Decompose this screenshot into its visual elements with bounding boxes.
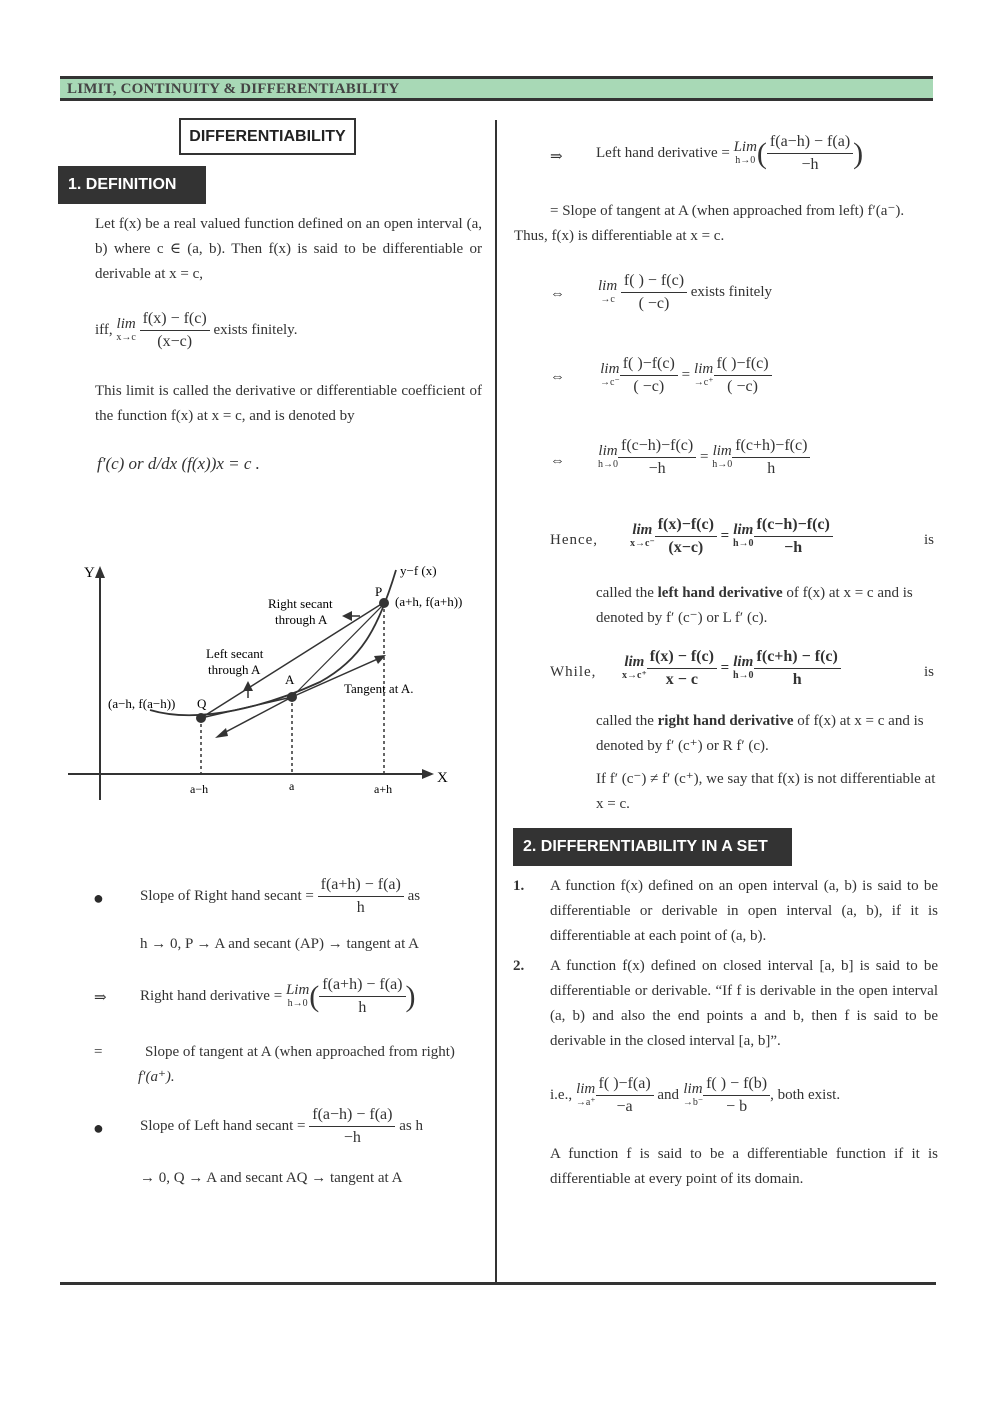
iff-symbol: ⇔ <box>550 369 565 385</box>
iff-limit-exists: lim →c $\frac{f( ) - f(c)}{( -c)}$ exists finitely <box>598 272 773 312</box>
tick-a-minus-h: a−h <box>190 782 209 796</box>
iff-suffix: exists finitely. <box>213 321 298 338</box>
implies-symbol: ⇒ <box>550 149 563 165</box>
difference-quotient: $\frac{f(x) - f(c)}{(x-c)}$ <box>140 308 210 353</box>
point-p-label: P <box>375 584 383 599</box>
derivative-notation: f′(c) or d/dx (f(x))x = c . <box>97 454 260 473</box>
x-axis-label: X <box>437 770 448 786</box>
iff-symbol: ⇔ <box>550 286 565 302</box>
left-secant-fraction: $\frac{f(a-h) - f(a)}{-h}$ <box>309 1104 395 1149</box>
chapter-header-bar <box>60 76 933 101</box>
bullet-marker: ● <box>93 888 104 908</box>
while-label: While, <box>550 664 597 680</box>
differentiable-function-definition: A function f is said to be a differentiable function if it is differentiable at every point of its domain. <box>550 1146 938 1187</box>
point-p <box>379 598 389 608</box>
point-q <box>196 713 206 723</box>
tangent-slope-left: = Slope of tangent at A (when approached from left) f′(a⁻). <box>550 203 905 219</box>
secant-tangent-graph <box>60 560 480 805</box>
rhd-fraction: $\frac{f(a+h) - f(a)}{h}$ <box>319 974 405 1019</box>
iff-one-sided-limits: lim →c⁻ $\frac{f( )-f(c)}{( -c)}$ = lim →c⁺ $\frac{f( )-f(c)}{( -c)}$ <box>600 353 940 398</box>
right-secant-label-2: through A <box>275 612 328 627</box>
left-secant-slope: Slope of Left hand secant = $\frac{f(a-h) - f(a)}{-h}$ as h <box>140 1104 485 1149</box>
left-secant-line <box>201 697 292 718</box>
closed-interval-item: A function f(x) defined on closed interval [a, b] is said to be differentiable or derivable. “If f is derivable in the open interval (a, b) and also the end points a and b, then f is said to be derivable in the closed interval [a, b]”. <box>550 958 938 1049</box>
derivative-paragraph: This limit is called the derivative or differentiable coefficient of the function f(x) at x = c, and is denoted by <box>95 383 482 424</box>
point-a <box>287 692 297 702</box>
point-p-coords: (a+h, f(a+h)) <box>395 594 463 609</box>
iff-symbol: ⇔ <box>550 453 565 469</box>
iff-label: iff, <box>95 321 113 338</box>
rhd-definition: called the right hand derivative of f(x) at x = c and is denoted by f′ (c⁺) or R f′ (c). <box>596 713 924 754</box>
point-q-label: Q <box>197 696 207 711</box>
tangent-slope-right: Slope of tangent at A (when approached from right) <box>145 1044 455 1060</box>
left-secant-extension <box>220 697 292 735</box>
limit-operator: lim x→c <box>116 316 136 343</box>
y-axis-arrow <box>95 566 105 578</box>
definition-limit <box>95 308 485 353</box>
hence-limit-equation: lim x→c⁻ $\frac{f(x)-f(c)}{(x-c)}$ = lim h→0 $\frac{f(c-h)-f(c)}{-h}$ <box>630 514 920 559</box>
left-secant-label-2: through A <box>208 662 261 677</box>
y-axis-label: Y <box>84 565 95 581</box>
definition-paragraph: Let f(x) be a real valued function defined on an open interval (a, b) where c ∈ (a, b). Then f(x) is said to be differentiable or derivable at x = c, <box>95 216 482 282</box>
column-divider <box>495 120 497 1283</box>
right-secant-fraction: $\frac{f(a+h) - f(a)}{h}$ <box>318 874 404 919</box>
tangent-label: Tangent at A. <box>344 681 414 696</box>
right-secant-pointer-head <box>342 611 352 621</box>
bullet-marker: ● <box>93 1118 104 1138</box>
open-interval-item: A function f(x) defined on an open interval (a, b) is said to be differentiable or derivable in open interval (a, b), if it is differentiable at each point of (a, b). <box>550 878 938 944</box>
equals-symbol: = <box>94 1044 103 1060</box>
left-secant-label-1: Left secant <box>206 646 264 661</box>
curve-label: y−f (x) <box>400 563 437 578</box>
x-axis-arrow <box>422 769 434 779</box>
section-heading-differentiability-in-set: 2. DIFFERENTIABILITY IN A SET <box>513 828 792 866</box>
while-limit-equation: lim x→c⁺ $\frac{f(x) - f(c)}{x - c}$ = lim h→0 $\frac{f(c+h) - f(c)}{h}$ <box>622 646 922 691</box>
right-secant-label-1: Right secant <box>268 596 333 611</box>
left-secant-limit-note: → 0, Q → A and secant AQ → tangent at A <box>140 1170 403 1186</box>
footer-rule <box>60 1282 936 1285</box>
not-differentiable-note: If f′ (c⁻) ≠ f′ (c⁺), we say that f(x) is not differentiable at x = c. <box>596 771 936 812</box>
left-hand-derivative: Left hand derivative = Lim h→0 ( $\frac{f(a-h) - f(a)}{-h}$ ) <box>596 131 936 176</box>
page-title: DIFFERENTIABILITY <box>179 118 356 155</box>
hence-label: Hence, <box>550 532 599 548</box>
lhd-definition: called the left hand derivative of f(x) at x = c and is denoted by f′ (c⁻) or L f′ (c). <box>596 585 913 626</box>
left-secant-arrow <box>215 728 228 738</box>
lhd-fraction: $\frac{f(a-h) - f(a)}{-h}$ <box>767 131 853 176</box>
section-heading-definition: 1. DEFINITION <box>58 166 206 204</box>
hence-is: is <box>924 532 935 548</box>
while-is: is <box>924 664 935 680</box>
endpoint-limits: i.e., lim →a⁺ $\frac{f( )-f(a)}{-a}$ and lim →b⁻ $\frac{f( ) - f(b)}{- b}$ , both exist. <box>550 1075 841 1115</box>
right-hand-derivative: Right hand derivative = Lim h→0 ( $\frac{f(a+h) - f(a)}{h}$ ) <box>140 974 485 1019</box>
item-number: 1. <box>513 878 525 894</box>
tick-a-plus-h: a+h <box>374 782 393 796</box>
right-secant-slope: Slope of Right hand secant = $\frac{f(a+h) - f(a)}{h}$ as <box>140 874 485 919</box>
item-number: 2. <box>513 958 525 974</box>
iff-h-limits: lim h→0 $\frac{f(c-h)-f(c)}{-h}$ = lim h→0 $\frac{f(c+h)-f(c)}{h}$ <box>598 435 938 480</box>
right-secant-limit-note: h → 0, P → A and secant (AP) → tangent at A <box>140 936 419 952</box>
thus-statement: Thus, f(x) is differentiable at x = c. <box>514 228 725 244</box>
point-q-coords: (a−h, f(a−h)) <box>108 696 176 711</box>
f-prime-a-plus: f′(a⁺). <box>138 1069 175 1085</box>
chapter-title: LIMIT, CONTINUITY & DIFFERENTIABILITY <box>67 81 400 97</box>
tick-a: a <box>289 779 295 793</box>
implies-symbol: ⇒ <box>94 990 107 1006</box>
point-a-label: A <box>285 672 295 687</box>
